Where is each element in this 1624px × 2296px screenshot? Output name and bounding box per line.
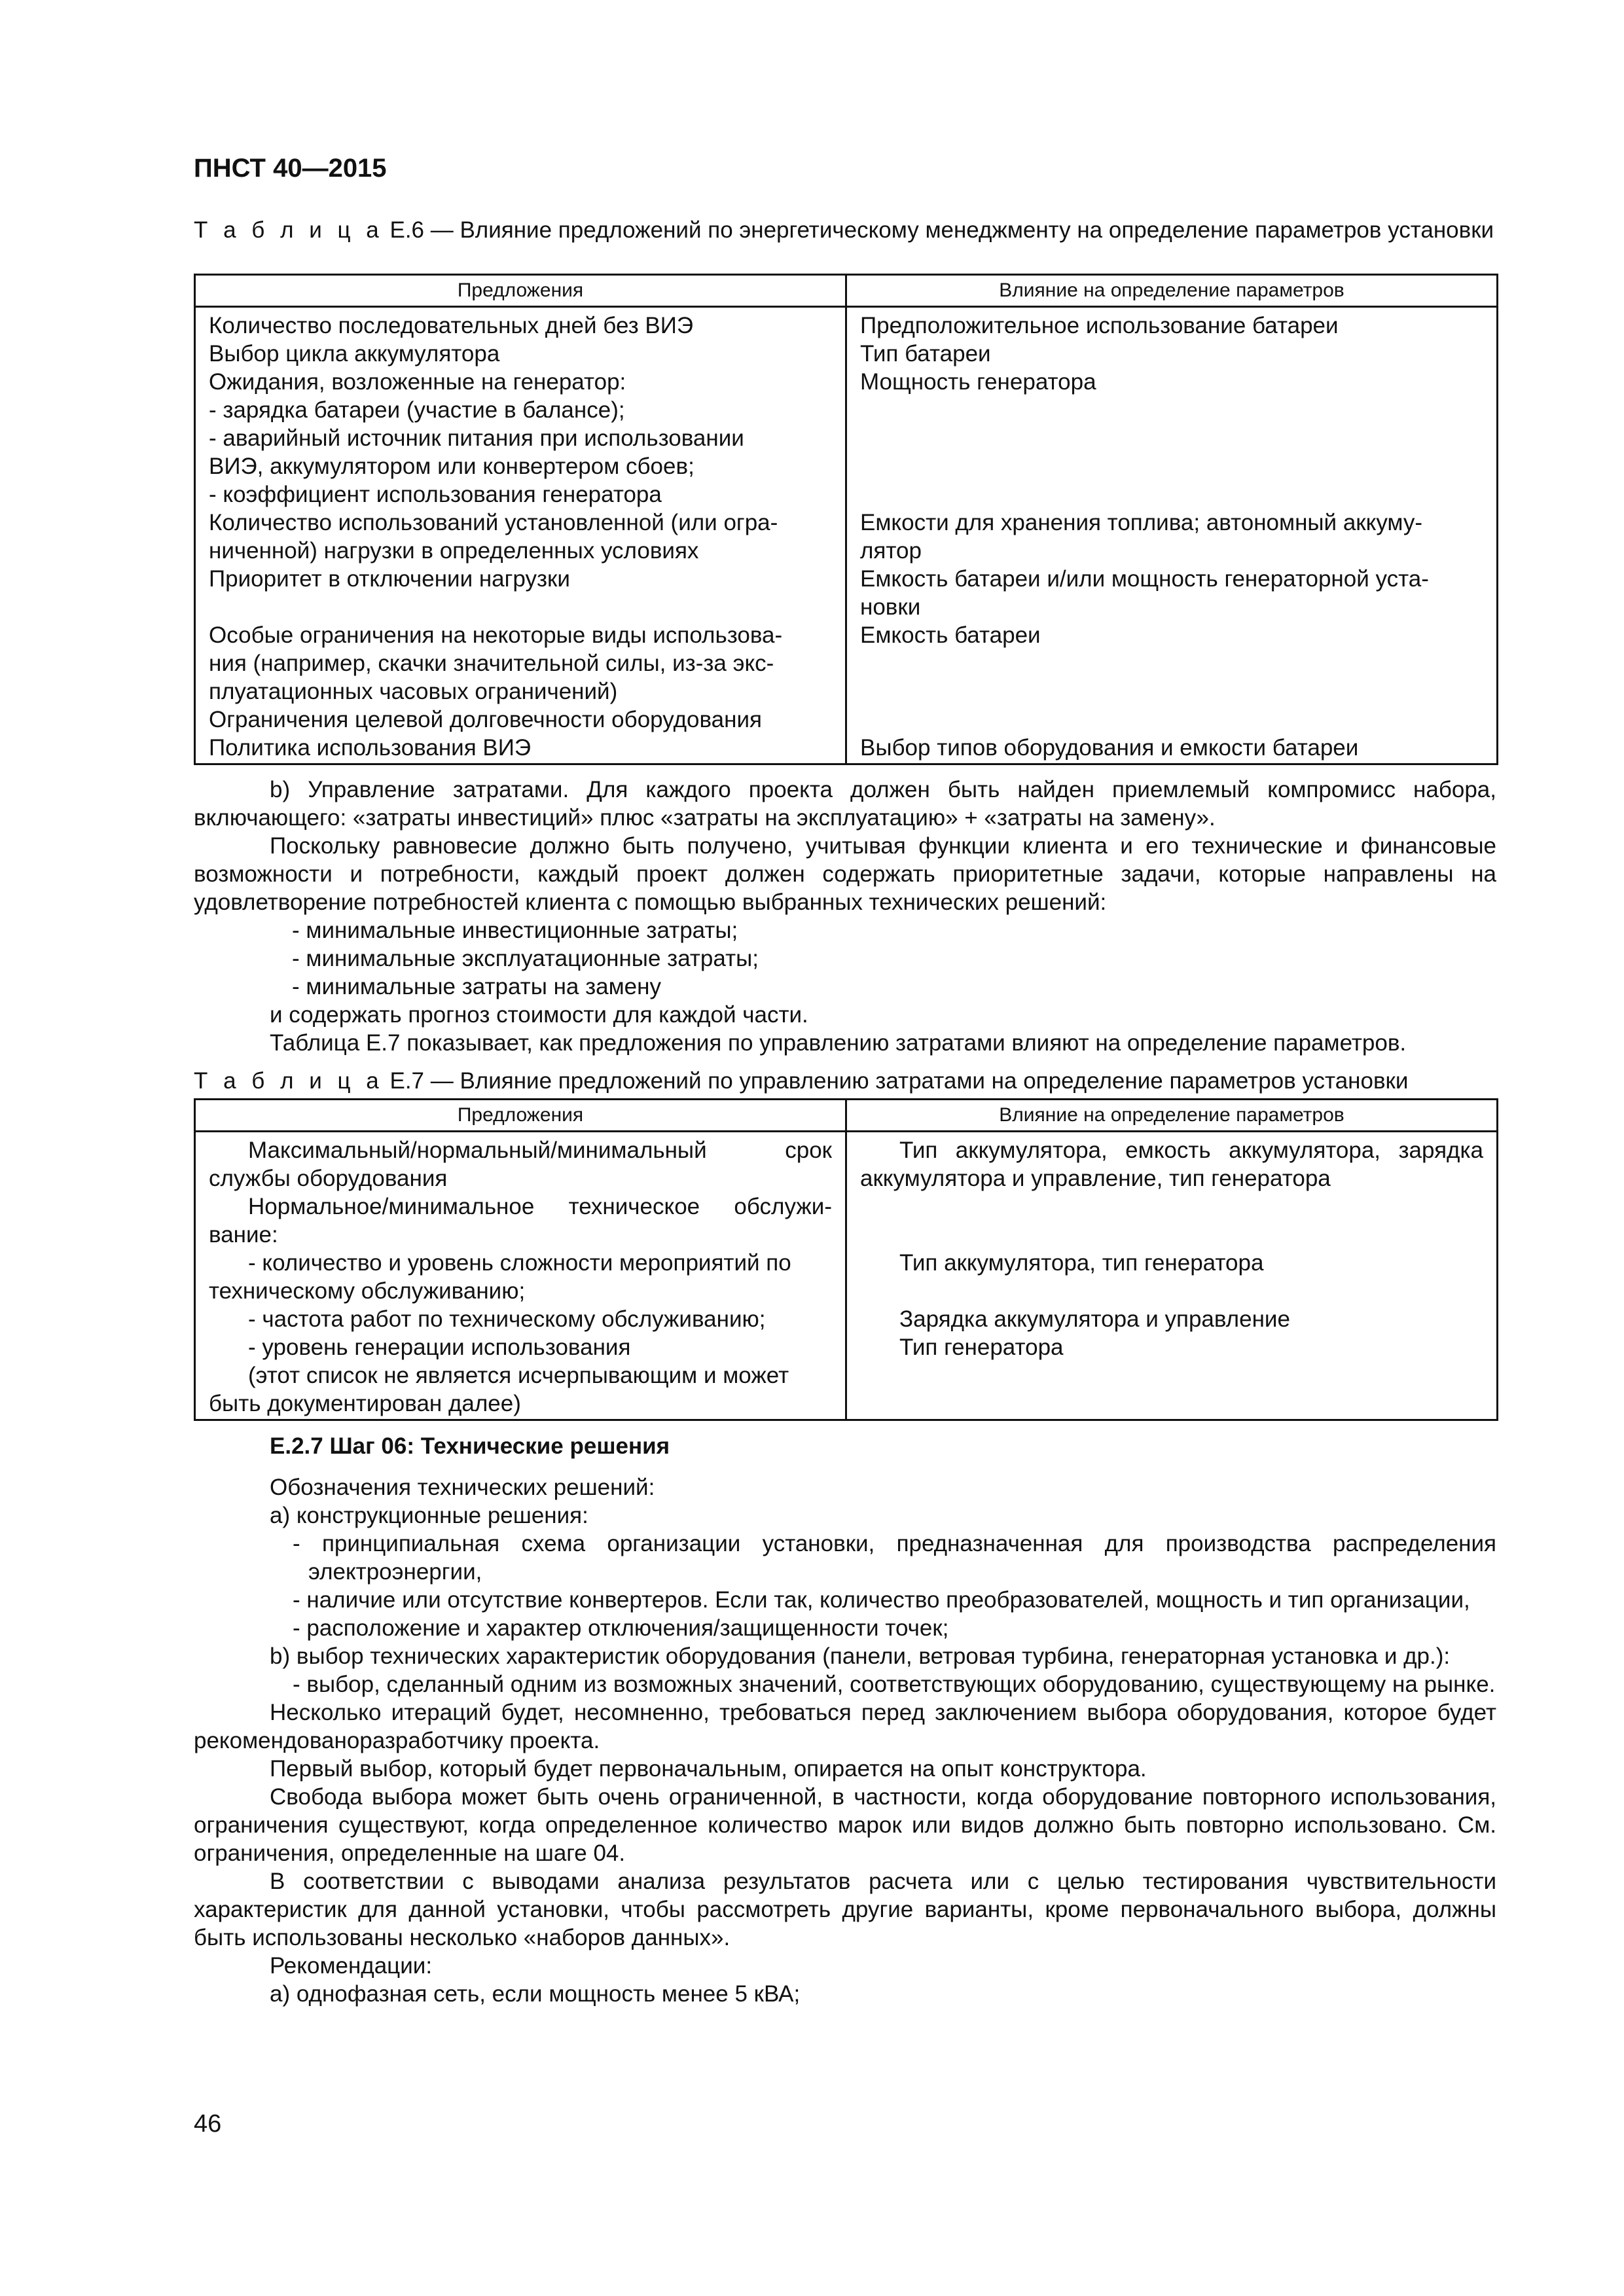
table-cell-line: - коэффициент использования генератора [209,482,662,507]
table-cell-line: Предположительное использование батареи [860,313,1339,338]
table-cell-line: - уровень генерации использования [248,1335,631,1360]
paragraph: Таблица Е.7 показывает, как предложения по управлению затратами влияют на определение параметров. [270,1030,1407,1056]
table-cell-line: Выбор типов оборудования и емкости батареи [860,735,1359,761]
table-cell-gap [860,677,1483,706]
table-cell-gap [860,1193,1483,1221]
table-cell-line: (этот список не является исчерпывающим и может [248,1363,789,1388]
table-cell-line: ВИЭ, аккумулятором или конвертером сбоев; [209,454,695,479]
table-cell-gap [860,480,1483,509]
table-cell-line: Мощность генератора [860,369,1096,395]
table-cell-line: Выбор цикла аккумулятора [209,341,500,367]
table-cell-gap [860,649,1483,677]
table-cell-line: Тип аккумулятора, емкость аккумулятора, зарядка [899,1138,1483,1163]
table-cell-line: аккумулятора и управление, тип генератора [860,1166,1331,1191]
table-e6-col2-cell [846,307,1498,764]
table-cell-line: Ограничения целевой долговечности оборудования [209,707,762,732]
paragraph: Рекомендации: [270,1953,433,1979]
table-cell-line: Максимальный/нормальный/минимальный срок [248,1138,832,1163]
table-e6-title: Е.6 — Влияние предложений по энергетическому менеджменту на определение параметров установки [389,217,1494,243]
list-item: - наличие или отсутствие конвертеров. Если так, количество преобразователей, мощность и тип организации, [293,1587,1470,1613]
table-e7-col2-header: Влияние на определение параметров [846,1100,1498,1132]
table-e7-col2-cell [846,1132,1498,1420]
table-cell-gap [860,706,1483,734]
document-header: ПНСТ 40—2015 [194,154,387,183]
table-cell-line: Тип генератора [899,1335,1064,1360]
table-e7-title: Е.7 — Влияние предложений по управлению затратами на определение параметров установки [389,1068,1409,1094]
table-cell-line: Зарядка аккумулятора и управление [899,1306,1290,1332]
paragraph: а) конструкционные решения: [270,1503,588,1528]
table-cell-gap [209,593,832,621]
list-item: - расположение и характер отключения/защищенности точек; [293,1615,949,1641]
page-number: 46 [194,2110,222,2138]
table-cell-gap [860,1361,1483,1390]
table-cell-line: Особые ограничения на некоторые виды использова- [209,622,783,648]
table-cell-line: - частота работ по техническому обслуживанию; [248,1306,766,1332]
table-cell-line: Ожидания, возложенные на генератор: [209,369,626,395]
paragraph: Обозначения технических решений: [270,1475,655,1500]
cost-management-section [194,776,1496,1057]
section-heading: Е.2.7 Шаг 06: Технические решения [270,1433,670,1459]
table-cell-gap [860,1277,1483,1305]
table-cell-line: Емкость батареи [860,622,1041,648]
list-item: - минимальные затраты на замену [292,974,661,999]
table-cell-line: ниченной) нагрузки в определенных условиях [209,538,699,564]
table-cell-line: - зарядка батареи (участие в балансе); [209,397,625,423]
paragraph: Несколько итераций будет, несомненно, требоваться перед заключением выбора оборудования, которое будет рекомендованоразработчику проекта. [194,1700,1496,1753]
table-cell-line: лятор [860,538,922,564]
table-e7-caption [194,1067,1496,1095]
table-cell-line: Нормальное/минимальное техническое обслужи- [248,1194,832,1219]
table-cell-gap [860,424,1483,452]
table-cell-line: - количество и уровень сложности мероприятий по [248,1250,791,1276]
table-cell-line: Приоритет в отключении нагрузки [209,566,570,592]
table-cell-line: Емкость батареи и/или мощность генераторной уста- [860,566,1429,592]
table-e7 [194,1098,1498,1421]
technical-solutions-section [194,1432,1496,2008]
table-e6-col1-header: Предложения [195,275,846,307]
paragraph: b) Управление затратами. Для каждого проекта должен быть найден приемлемый компромисс набора, включающего: «затраты инвестиций» плюс «затраты на эксплуатацию» + «затраты на замену». [194,777,1496,831]
table-cell-line: Тип батареи [860,341,991,367]
table-e6-col1-cell [195,307,846,764]
list-item: - минимальные инвестиционные затраты; [292,918,738,943]
table-cell-line: Политика использования ВИЭ [209,735,532,761]
table-cell-line: техническому обслуживанию; [209,1278,526,1304]
paragraph: и содержать прогноз стоимости для каждой части. [270,1002,808,1028]
table-cell-line: - аварийный источник питания при использовании [209,425,744,451]
table-cell-line: Количество использований установленной (или огра- [209,510,778,535]
paragraph: Поскольку равновесие должно быть получено, учитывая функции клиента и его технические и финансовые возможности и потребности, каждый проект должен содержать приоритетные задачи, которые направлены на удовлетворение потребностей клиента с помощью выбранных технических решений: [194,833,1496,915]
table-e6 [194,274,1498,765]
table-cell-line: Емкости для хранения топлива; автономный аккуму- [860,510,1423,535]
list-item: - выбор, сделанный одним из возможных значений, соответствующих оборудованию, существующему на рынке. [293,1672,1496,1697]
list-item: - минимальные эксплуатационные затраты; [292,946,759,971]
table-e6-col2-header: Влияние на определение параметров [846,275,1498,307]
table-e6-caption [194,216,1496,244]
table-label: Т а б л и ц а [194,217,384,243]
table-cell-line: Тип аккумулятора, тип генератора [899,1250,1264,1276]
list-item: - принципиальная схема организации установки, предназначенная для производства распределения электроэнергии, [293,1531,1496,1585]
table-label: Т а б л и ц а [194,1068,384,1094]
spacer [194,1460,1496,1473]
table-cell-line: службы оборудования [209,1166,448,1191]
table-cell-gap [860,396,1483,424]
table-cell-line: Количество последовательных дней без ВИЭ [209,313,694,338]
paragraph: Первый выбор, который будет первоначальным, опирается на опыт конструктора. [270,1756,1147,1782]
paragraph: Свобода выбора может быть очень ограниченной, в частности, когда оборудование повторного использования, ограничения существуют, когда определенное количество марок или видов должно быть повторно использовано. См. ограничения, определенные на шаге 04. [194,1784,1496,1866]
table-cell-gap [860,1221,1483,1249]
table-cell-gap [860,1390,1483,1418]
table-cell-gap [860,452,1483,480]
paragraph: В соответствии с выводами анализа результатов расчета или с целью тестирования чувствительности характеристик для данной установки, чтобы рассмотреть другие варианты, кроме первоначального выбора, должны быть использованы несколько «наборов данных». [194,1869,1496,1950]
table-cell-line: новки [860,594,921,620]
table-e7-col1-header: Предложения [195,1100,846,1132]
table-e7-col1-cell [195,1132,846,1420]
table-cell-line: плуатационных часовых ограничений) [209,679,618,704]
paragraph: а) однофазная сеть, если мощность менее 5 кВА; [270,1981,801,2007]
table-cell-line: ния (например, скачки значительной силы, из-за экс- [209,651,774,676]
table-cell-line: быть документирован далее) [209,1391,521,1416]
table-cell-line: вание: [209,1222,278,1247]
paragraph: b) выбор технических характеристик оборудования (панели, ветровая турбина, генераторная установка и др.): [270,1643,1451,1669]
